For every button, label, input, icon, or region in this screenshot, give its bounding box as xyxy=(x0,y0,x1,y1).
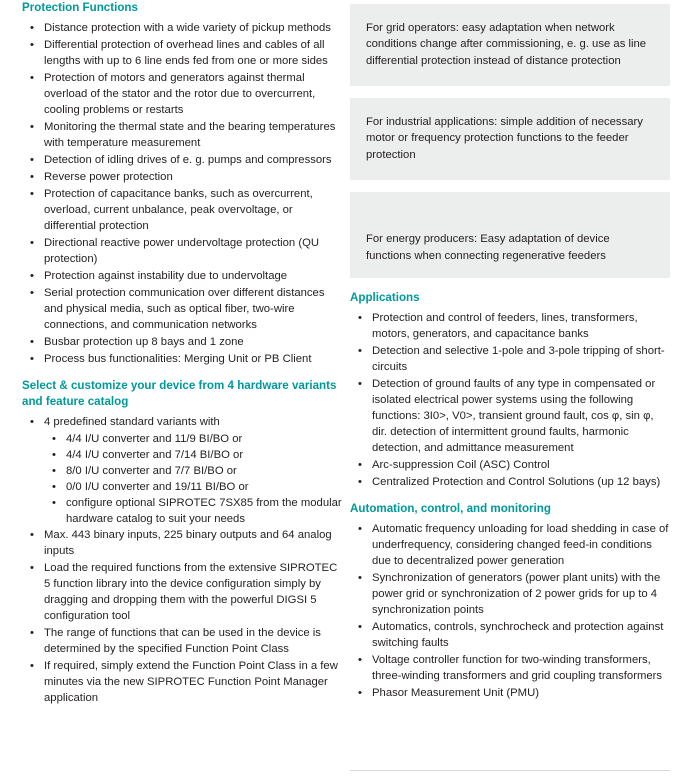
list-item: • 4/4 I/U converter and 11/9 BI/BO or xyxy=(44,431,344,447)
list-item: • Automatics, controls, synchrocheck and protection against switching faults xyxy=(350,619,670,651)
list-item: • Protection of capacitance banks, such as overcurrent, overload, current unbalance, peak overvoltage, or differential protection xyxy=(22,186,344,234)
list-item: • Phasor Measurement Unit (PMU) xyxy=(350,685,670,701)
list-item: • 0/0 I/U converter and 19/11 BI/BO or xyxy=(44,479,344,495)
list-item: • The range of functions that can be used in the device is determined by the specified Function Point Class xyxy=(22,625,344,657)
automation-heading: Automation, control, and monitoring xyxy=(350,501,551,515)
customize-device-heading: Select & customize your device from 4 hardware variants and feature catalog xyxy=(22,379,337,408)
customize-device-list xyxy=(22,414,344,430)
list-item: • Protection and control of feeders, lines, transformers, motors, generators, and capacitance banks xyxy=(350,310,670,342)
hardware-variants-group xyxy=(22,431,344,527)
list-item: • If required, simply extend the Function Point Class in a few minutes via the new SIPROTEC Function Point Manager application xyxy=(22,658,344,706)
protection-functions-heading: Protection Functions xyxy=(22,1,138,14)
callout-industrial-applications xyxy=(350,98,670,180)
left-column xyxy=(22,0,344,717)
list-item: • configure optional SIPROTEC 7SX85 from the modular hardware catalog to suit your needs xyxy=(44,495,344,527)
footer-divider xyxy=(350,770,670,771)
protection-functions-section xyxy=(22,0,344,367)
list-item: • Differential protection of overhead lines and cables of all lengths with up to 6 line ends fed from one or more sides xyxy=(22,37,344,69)
list-item: • Busbar protection up 8 bays and 1 zone xyxy=(22,334,344,350)
list-item: • Detection of ground faults of any type in compensated or isolated electrical power systems using the following functions: 3I0>, V0>, transient ground fault, cos φ, sin φ, dir. detection of intermittent ground faults, harmonic detection, and admittance measurement xyxy=(350,376,670,456)
right-column xyxy=(350,0,670,712)
list-item: • Arc-suppression Coil (ASC) Control xyxy=(350,457,670,473)
automation-section xyxy=(350,501,670,701)
callout-grid-operators xyxy=(350,4,670,86)
list-item: • Voltage controller function for two-winding transformers, three-winding transformers and grid coupling transformers xyxy=(350,652,670,684)
list-item: • Process bus functionalities: Merging Unit or PB Client xyxy=(22,351,344,367)
list-item: • Reverse power protection xyxy=(22,169,344,185)
hardware-variants-list xyxy=(44,431,344,527)
callout-text: For grid operators: easy adaptation when network conditions change after commissioning, e. g. use as line differential protection instead of distance protection xyxy=(366,21,647,67)
list-item: • Directional reactive power undervoltage protection (QU protection) xyxy=(22,235,344,267)
list-item: • Monitoring the thermal state and the bearing temperatures with temperature measurement xyxy=(22,119,344,151)
list-item: • Load the required functions from the extensive SIPROTEC 5 function library into the device configuration simply by dragging and dropping them with the powerful DIGSI 5 configuration tool xyxy=(22,560,344,624)
list-item: • Max. 443 binary inputs, 225 binary outputs and 64 analog inputs xyxy=(22,527,344,559)
protection-functions-list xyxy=(22,20,344,368)
list-item: • Protection of motors and generators against thermal overload of the stator and the rotor due to overcurrent, cooling problems or restarts xyxy=(22,70,344,118)
automation-list xyxy=(350,521,670,701)
list-item: • Protection against instability due to undervoltage xyxy=(22,268,344,284)
callout-text: For energy producers: Easy adaptation of device functions when connecting regenerative feeders xyxy=(366,233,610,262)
applications-heading: Applications xyxy=(350,291,420,304)
customize-device-section xyxy=(22,378,344,706)
list-item: • 8/0 I/U converter and 7/7 BI/BO or xyxy=(44,463,344,479)
list-item: • Centralized Protection and Control Solutions (up 12 bays) xyxy=(350,474,670,490)
customize-device-extra-list xyxy=(22,527,344,706)
list-item: • Distance protection with a wide variety of pickup methods xyxy=(22,20,344,36)
callout-energy-producers xyxy=(350,192,670,278)
list-item: • Detection of idling drives of e. g. pumps and compressors xyxy=(22,152,344,168)
list-item: • Detection and selective 1-pole and 3-pole tripping of short-circuits xyxy=(350,343,670,375)
list-item: • Synchronization of generators (power plant units) with the power grid or synchronization of 2 power grids for up to 4 synchronization points xyxy=(350,570,670,618)
applications-section xyxy=(350,290,670,490)
list-item: • 4/4 I/U converter and 7/14 BI/BO or xyxy=(44,447,344,463)
callout-text: For industrial applications: simple addition of necessary motor or frequency protection functions to the feeder protection xyxy=(366,115,643,161)
applications-list xyxy=(350,310,670,490)
list-item: • Automatic frequency unloading for load shedding in case of underfrequency, considering changed feed-in conditions due to decentralized power generation xyxy=(350,521,670,569)
list-item: • Serial protection communication over different distances and physical media, such as optical fiber, two-wire connections, and communication networks xyxy=(22,285,344,333)
list-item: • 4 predefined standard variants with xyxy=(22,414,344,430)
